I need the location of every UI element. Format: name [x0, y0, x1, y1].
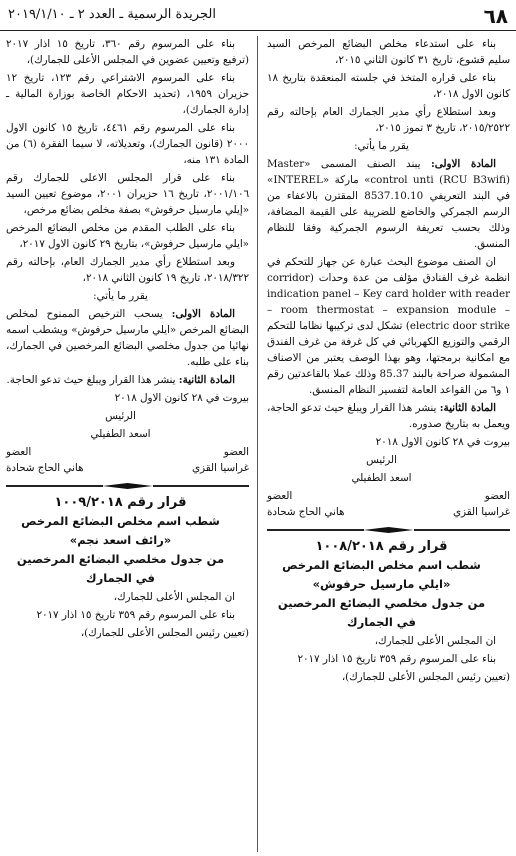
member-label: العضو — [6, 446, 32, 458]
member-name: غراسيا القزي — [191, 462, 249, 474]
right-column — [267, 36, 510, 687]
section-ornament — [6, 482, 249, 490]
signing-date: بيروت في ٢٨ كانون الاول ٢٠١٨ — [375, 436, 510, 448]
decision-title: شطب اسم مخلص البضائع المرخص — [21, 514, 220, 528]
page-header — [0, 0, 516, 31]
members-names — [6, 460, 249, 476]
article-1 — [6, 306, 249, 370]
page-number: ٦٨ — [483, 4, 508, 28]
paragraph: بناء على استدعاء مخلص البضائع المرخص السيد سليم قشوع، تاريخ ٣١ كانون الثاني ٢٠١٥، — [267, 38, 510, 66]
article-label: المادة الاولى: — [430, 158, 496, 170]
article-text: يبند الصنف المسمى «Master — [267, 158, 431, 170]
paragraph: بناء على المرسوم رقم ٤٤٦١، تاريخ ١٥ كانون الاول ٢٠٠٠ (قانون الجمارك)، وتعديلاته، لا سيما الفقرة (٦) من المادة ١٣١ منه، — [6, 122, 249, 166]
paragraph: (تعيين رئيس المجلس الأعلى للجمارك)، — [80, 627, 249, 639]
president-name: اسعد الطفيلي — [351, 472, 412, 484]
article-text: ينشر هذا القرار ويبلغ حيث تدعو الحاجة، ويعمل به بتاريخ صدوره. — [267, 402, 510, 430]
president-title: الرئيس — [105, 410, 136, 422]
decides-heading: يقرر ما يأتي: — [93, 290, 148, 302]
decision-title: في الجمارك — [86, 571, 155, 585]
article-label: المادة الاولى: — [171, 308, 235, 320]
article-2 — [6, 372, 249, 388]
paragraph: بناء على المرسوم رقم ٣٥٩ تاريخ ١٥ اذار ٢٠١٧ — [297, 653, 496, 665]
article-1 — [267, 156, 510, 252]
paragraph: بناء على الطلب المقدم من مخلص البضائع المرخص «ايلي مارسيل حرفوش»، بتاريخ ٢٩ كانون الاول ٢٠١٧، — [6, 222, 249, 250]
paragraph: ان المجلس الأعلى للجمارك، — [113, 591, 235, 603]
paragraph: بناء على المرسوم رقم ٣٥٩ تاريخ ١٥ اذار ٢٠١٧ — [36, 609, 235, 621]
left-column — [6, 36, 249, 643]
article-text: control unti (RCU B3wifi)» ماركة «INTEREL» في البند التعريفي 8537.10.10 المقترن بالاعفاء من الرسم الجمركي والخاضع للضريبة على القيمة المضافة، وذلك بحسب تعريفة الرسوم الجمركية وفقا للنظام المنسق. — [267, 174, 510, 250]
paragraph: ان الصنف موضوع البحث عبارة عن جهاز للتحكم في انظمة غرف الفنادق مؤلف من عدة وحدات (corridor indication panel – Key card holder with reader – room thermostat – expansion module – electric door strike) تشكل لدى تركيبها نظاما للتحكم الرقمي والتوزيع الكهربائي في كل غرفة من غرف الفندق مع امكانية برمجتها، وهو بهذا الوصف يعتبر من الاصناف المشمولة صراحة بالبند 85.37 وذلك عملا بالقاعدتين رقم ١ و٦ من القواعد العامة لتفسير النظام المنسق. — [267, 256, 510, 396]
paragraph: بناء على المرسوم رقم ٣٦٠، تاريخ ١٥ اذار ٢٠١٧ (ترفيع وتعيين عضوين في المجلس الأعلى للجمارك)، — [6, 38, 249, 66]
president-name: اسعد الطفيلي — [90, 428, 151, 440]
paragraph: بناء على قرار المجلس الاعلى للجمارك رقم ٢٠٠١/١٠٦، تاريخ ١٦ حزيران ٢٠٠١، موضوع تعيين السيد «إيلي مارسيل حرفوش» بصفة مخلص بضائع مرخص، — [6, 172, 250, 216]
decision-title: «ايلي مارسيل حرفوش» — [312, 577, 451, 591]
paragraph: بناء على المرسوم الاشتراعي رقم ١٢٣، تاريخ ١٢ حزيران ١٩٥٩، (تحديد الاحكام الخاصة بوزارة المالية ـ إدارة الجمارك)، — [6, 72, 249, 116]
paragraph: وبعد استطلاع رأي مدير الجمارك العام، بإحالته رقم ٢٠١٨/٣٢٢، تاريخ ١٩ كانون الثاني ٢٠١٨، — [6, 256, 249, 284]
member-label: العضو — [223, 446, 249, 458]
decision-title: من جدول مخلصي البضائع المرخصين — [16, 552, 225, 566]
member-label: العضو — [484, 490, 510, 502]
decision-title: من جدول مخلصي البضائع المرخصين — [277, 596, 486, 610]
article-text: يسحب الترخيص الممنوح لمخلص البضائع المرخص «ايلي مارسيل حرفوش» ويشطب اسمه نهائيا من جدول مخلصي البضائع المرخصين في الجمارك، بناء على طلبه. — [6, 308, 249, 368]
article-label: المادة الثانية: — [178, 374, 235, 386]
decision-title: شطب اسم مخلص البضائع المرخص — [282, 558, 481, 572]
decision-title: «رائف اسعد نجم» — [69, 533, 172, 547]
column-divider — [257, 36, 258, 852]
article-label: المادة الثانية: — [439, 402, 497, 414]
article-2 — [267, 400, 510, 432]
paragraph: (تعيين رئيس المجلس الأعلى للجمارك)، — [341, 671, 510, 683]
president-title: الرئيس — [366, 454, 397, 466]
member-name: هاني الحاج شحادة — [267, 506, 345, 518]
member-name: هاني الحاج شحادة — [6, 462, 84, 474]
decision-number: قرار رقم ١٠٠٩/٢٠١٨ — [54, 495, 187, 510]
paragraph: بناء على قراره المتخذ في جلسته المنعقدة بتاريخ ١٨ كانون الاول ٢٠١٨، — [267, 72, 510, 100]
article-text: ينشر هذا القرار ويبلغ حيث تدعو الحاجة. — [6, 374, 179, 386]
gazette-issue-line: الجريدة الرسمية ـ العدد ٢ ـ ٢٠١٩/١/١٠ — [8, 7, 216, 22]
member-name: غراسيا القزي — [452, 506, 510, 518]
members-names — [267, 504, 510, 520]
signing-date: بيروت في ٢٨ كانون الاول ٢٠١٨ — [114, 392, 249, 404]
paragraph: وبعد استطلاع رأي مدير الجمارك العام بإحالته رقم ٢٠١٥/٢٥٢٢، تاريخ ٣ تموز ٢٠١٥، — [267, 106, 510, 134]
member-label: العضو — [267, 490, 293, 502]
section-ornament — [267, 526, 510, 534]
paragraph: ان المجلس الأعلى للجمارك، — [374, 635, 496, 647]
members-labels — [267, 488, 510, 504]
decides-heading: يقرر ما يأتي: — [354, 140, 409, 152]
members-labels — [6, 444, 249, 460]
decision-number: قرار رقم ١٠٠٨/٢٠١٨ — [315, 539, 448, 554]
decision-title: في الجمارك — [347, 615, 416, 629]
